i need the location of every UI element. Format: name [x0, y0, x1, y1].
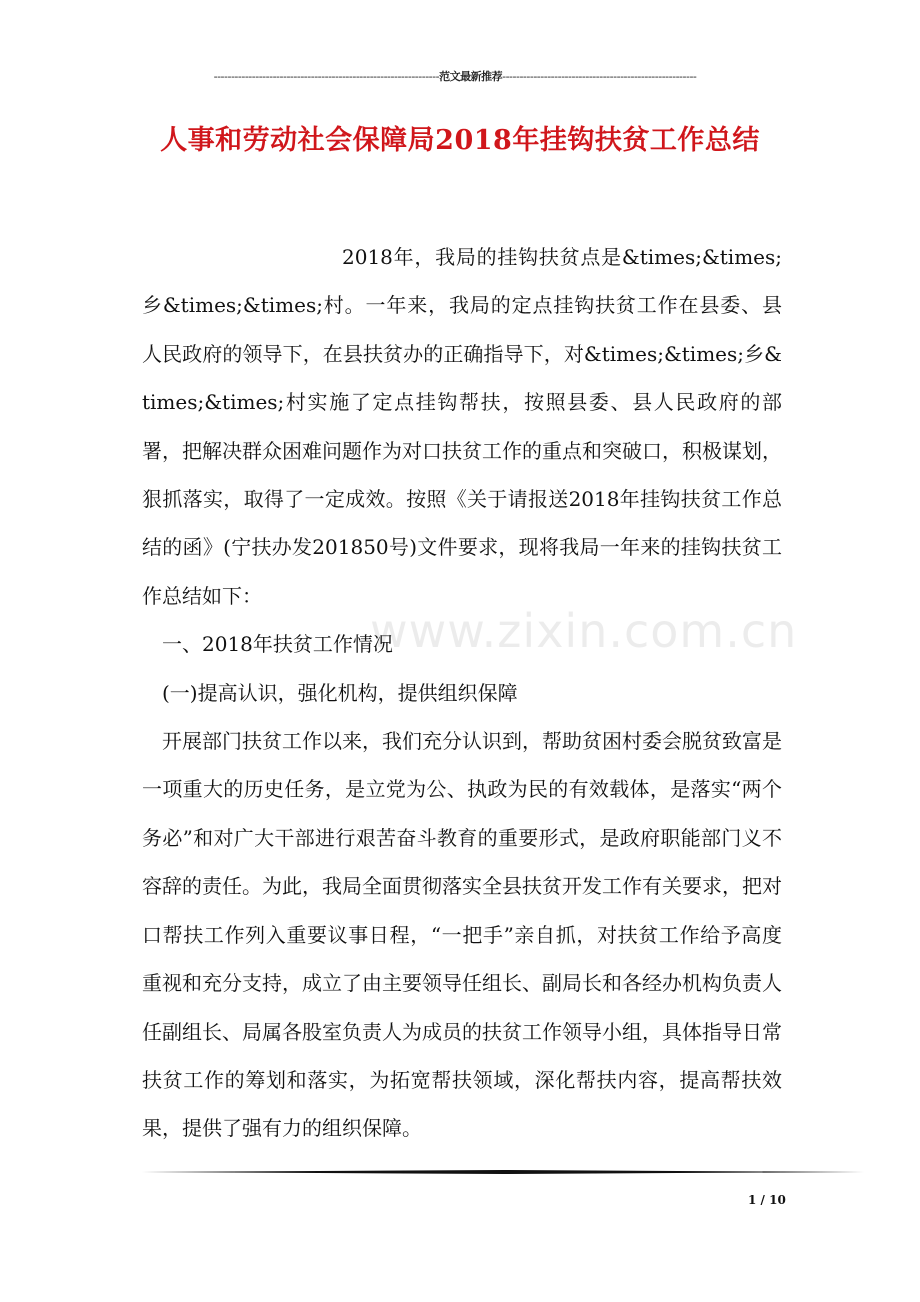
page-number: 1 / 10 — [748, 1193, 786, 1207]
paragraph-intro: 2018年，我局的挂钩扶贫点是&times;&times;乡&times;&times;村。一年来，我局的定点挂钩扶贫工作在县委、县人民政府的领导下，在县扶贫办的正确指导下，对&times;&times;乡&times;&times;村实施了定点挂钩帮扶，按照县委、县人民政府的部署，把解决群众困难问题作为对口扶贫工作的重点和突破口，积极谋划，狠抓落实，取得了一定成效。按照《关于请报送2018年挂钩扶贫工作总结的函》(宁扶办发201850号)文件要求，现将我局一年来的挂钩扶贫工作总结如下： — [142, 245, 782, 608]
document-body — [142, 233, 782, 1153]
section-heading: 一、2018年扶贫工作情况 — [162, 632, 393, 657]
header-dashes-right: -------------------------------------------------------- — [502, 70, 697, 83]
paragraph-body: 开展部门扶贫工作以来，我们充分认识到，帮助贫困村委会脱贫致富是一项重大的历史任务，是立党为公、执政为民的有效载体，是落实“两个务必”和对广大干部进行艰苦奋斗教育的重要形式，是政府职能部门义不容辞的责任。为此，我局全面贯彻落实全县扶贫开发工作有关要求，把对口帮扶工作列入重要议事日程，“一把手”亲自抓，对扶贫工作给予高度重视和充分支持，成立了由主要领导任组长、副局长和各经办机构负责人任副组长、局属各股室负责人为成员的扶贫工作领导小组，具体指导日常扶贫工作的筹划和落实，为拓宽帮扶领域，深化帮扶内容，提高帮扶效果，提供了强有力的组织保障。 — [142, 729, 782, 1141]
document-title: 人事和劳动社会保障局2018年挂钩扶贫工作总结 — [160, 125, 760, 156]
footer-rule — [142, 1170, 864, 1174]
subsection-heading: (一)提高认识，强化机构，提供组织保障 — [162, 680, 518, 705]
watermark: www.zixin.com.cn — [370, 604, 798, 658]
header-dashes-left: ----------------------------------------------------------------- — [213, 70, 440, 83]
header-label: 范文最新推荐 — [439, 70, 503, 83]
page-header — [140, 68, 770, 84]
